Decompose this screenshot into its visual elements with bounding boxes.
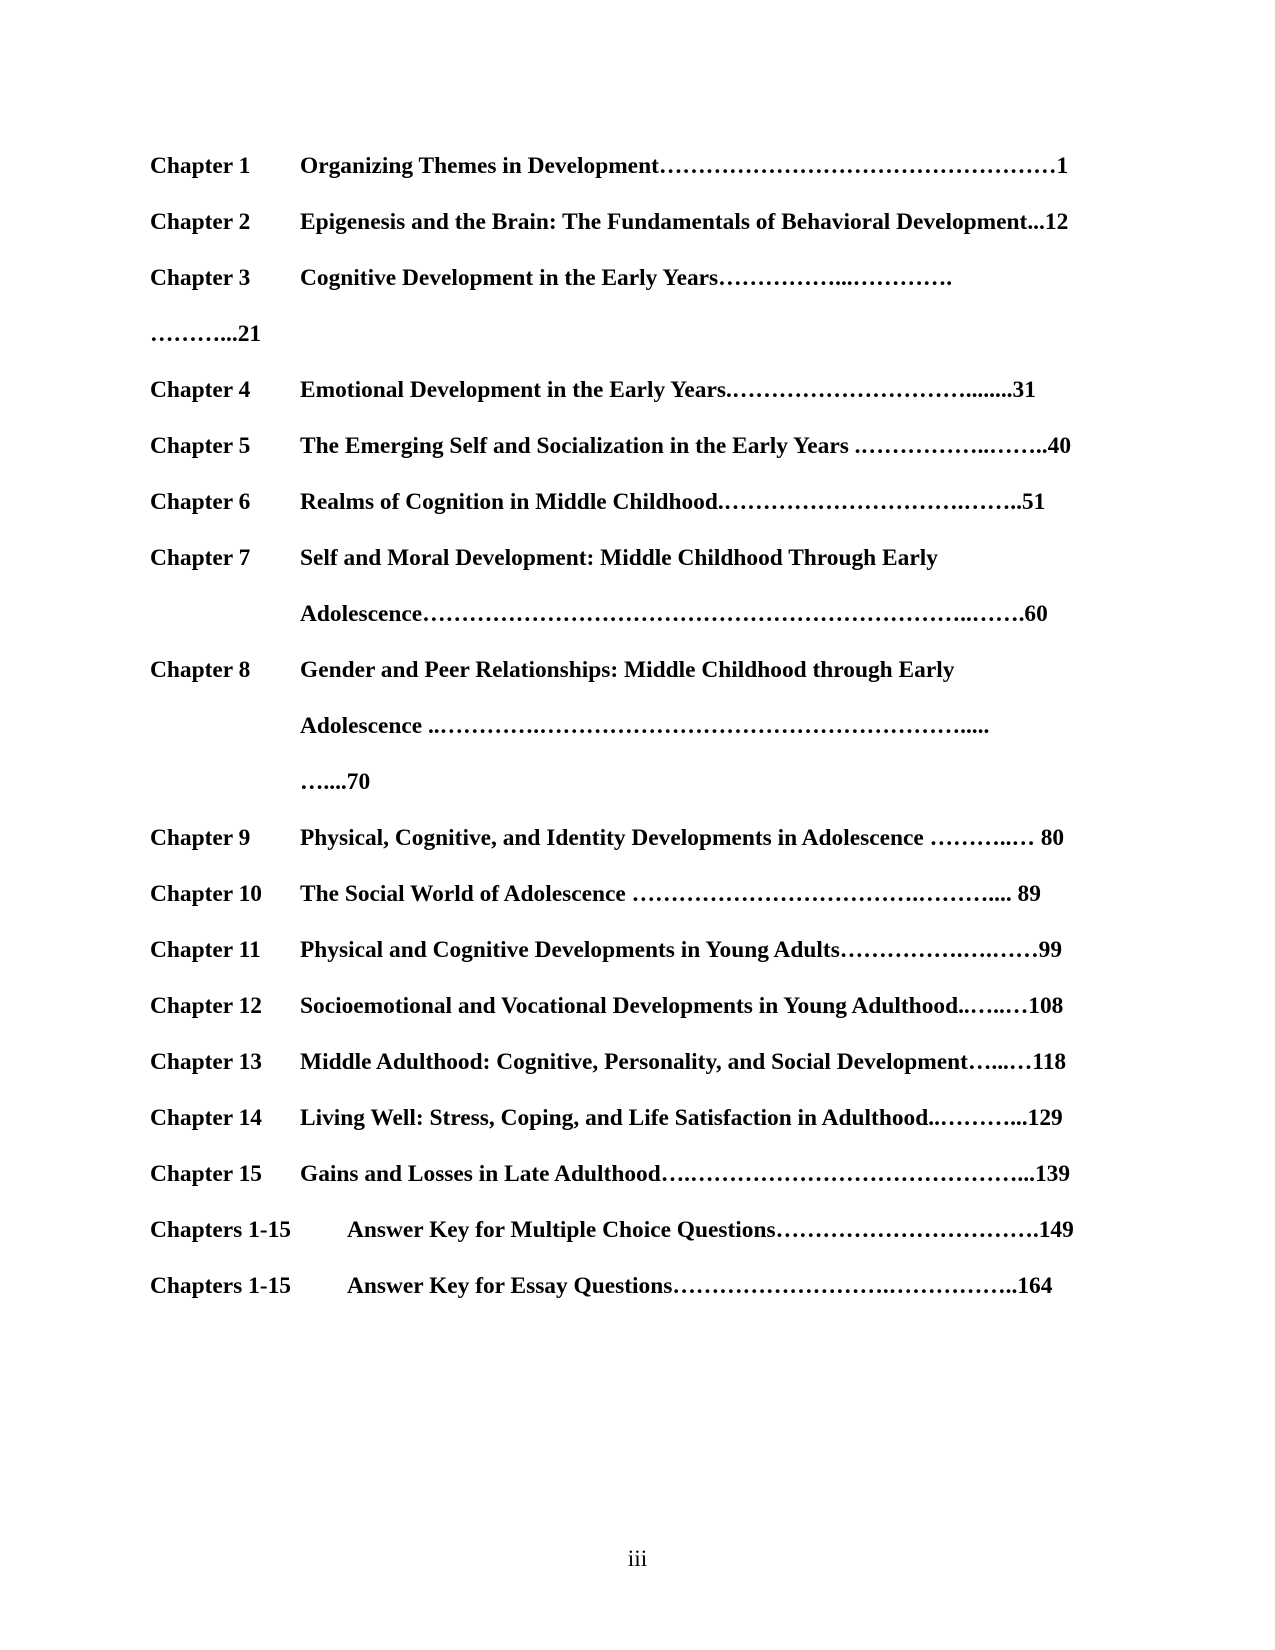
chapter-title: Physical and Cognitive Developments in Young Adults…………….….……99 — [300, 937, 1063, 963]
chapter-label: Chapter 5 — [150, 433, 251, 459]
chapter-title: Epigenesis and the Brain: The Fundamentals of Behavioral Development...12 — [300, 209, 1069, 235]
chapter-label: Chapter 14 — [150, 1105, 262, 1131]
chapter-label: Chapters 1-15 — [150, 1273, 291, 1299]
chapter-label: Chapter 6 — [150, 489, 251, 515]
chapter-label: Chapter 12 — [150, 993, 262, 1019]
chapter-title: Middle Adulthood: Cognitive, Personality, and Social Development…...…118 — [300, 1049, 1067, 1075]
chapter-label: Chapter 10 — [150, 881, 262, 907]
page-number: iii — [627, 1546, 648, 1572]
chapter-label: Chapter 7 — [150, 545, 251, 571]
chapter-label: Chapter 1 — [150, 153, 251, 179]
chapter-page-continuation: …....70 — [300, 769, 371, 795]
toc-entry-chapter-4 — [150, 362, 1140, 418]
toc-entry-chapter-3 — [150, 250, 1140, 306]
toc-entry-chapter-7 — [150, 530, 1140, 586]
chapter-label: Chapter 4 — [150, 377, 251, 403]
toc-entry-chapter-15 — [150, 1146, 1140, 1202]
chapter-title: Answer Key for Multiple Choice Questions…………………………….149 — [347, 1217, 1074, 1243]
toc-entry-chapter-11 — [150, 922, 1140, 978]
chapter-title: The Emerging Self and Socialization in the Early Years .……………..……..40 — [300, 433, 1072, 459]
toc-entry-chapter-7-continuation — [150, 586, 1140, 642]
toc-entry-chapter-1 — [150, 138, 1140, 194]
chapter-title: Socioemotional and Vocational Developments in Young Adulthood..…..…108 — [300, 993, 1064, 1019]
toc-entry-chapter-3-continuation — [150, 306, 1140, 362]
chapter-title: The Social World of Adolescence ……………………………….……….... 89 — [300, 881, 1041, 907]
chapter-title: Living Well: Stress, Coping, and Life Satisfaction in Adulthood..………...129 — [300, 1105, 1063, 1131]
toc-entry-chapter-2 — [150, 194, 1140, 250]
chapter-label: Chapter 8 — [150, 657, 251, 683]
chapter-label: Chapter 9 — [150, 825, 251, 851]
chapter-title: Realms of Cognition in Middle Childhood.………………………….……..51 — [300, 489, 1046, 515]
toc-entry-chapter-8-continuation — [150, 698, 1140, 754]
chapter-title: Physical, Cognitive, and Identity Developments in Adolescence ………..… 80 — [300, 825, 1065, 851]
chapter-title: Organizing Themes in Development……………………………………………1 — [300, 153, 1069, 179]
chapter-title: Self and Moral Development: Middle Childhood Through Early — [300, 545, 938, 571]
chapter-label: Chapter 15 — [150, 1161, 262, 1187]
toc-entry-chapter-5 — [150, 418, 1140, 474]
chapter-title-continuation: Adolescence ..………….………………………………………………..... — [300, 713, 990, 739]
chapter-title: Emotional Development in the Early Years.…………………………........31 — [300, 377, 1036, 403]
toc-entry-answer-key-multiple-choice — [150, 1202, 1140, 1258]
chapter-label: Chapter 2 — [150, 209, 251, 235]
chapter-label: Chapter 3 — [150, 265, 251, 291]
chapter-title: Answer Key for Essay Questions……………………….……………..164 — [347, 1273, 1053, 1299]
toc-entry-chapter-13 — [150, 1034, 1140, 1090]
chapter-title: Cognitive Development in the Early Years……………...…………. — [300, 265, 953, 291]
chapter-title: Gains and Losses in Late Adulthood….……………………………………...139 — [300, 1161, 1071, 1187]
table-of-contents — [150, 138, 1140, 1314]
toc-entry-answer-key-essay — [150, 1258, 1140, 1314]
toc-entry-chapter-6 — [150, 474, 1140, 530]
toc-entry-chapter-14 — [150, 1090, 1140, 1146]
chapter-title: Gender and Peer Relationships: Middle Childhood through Early — [300, 657, 955, 683]
toc-entry-chapter-10 — [150, 866, 1140, 922]
chapter-label: Chapters 1-15 — [150, 1217, 291, 1243]
chapter-page-continuation: ………...21 — [150, 321, 262, 347]
toc-entry-chapter-12 — [150, 978, 1140, 1034]
toc-entry-chapter-8-continuation-2 — [150, 754, 1140, 810]
chapter-label: Chapter 13 — [150, 1049, 262, 1075]
chapter-label: Chapter 11 — [150, 937, 261, 963]
toc-entry-chapter-8 — [150, 642, 1140, 698]
chapter-title-continuation: Adolescence……………………………………………………………..…….60 — [300, 601, 1048, 627]
toc-entry-chapter-9 — [150, 810, 1140, 866]
